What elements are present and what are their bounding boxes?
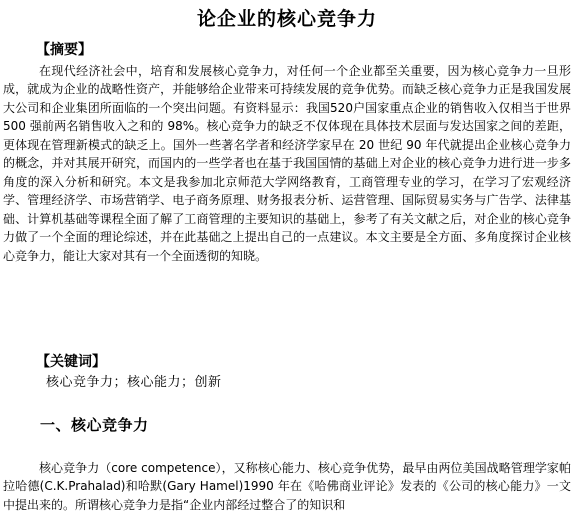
abstract-paragraph: 在现代经济社会中，培育和发展核心竞争力，对任何一个企业都至关重要，因为核心竞争力一旦形成，就成为企业的战略性资产，并能够给企业带来可持续发展的竞争优势。而缺乏核心竞争力正是我国发展大公司和企业集团所面临的一个突出问题。有资料显示：我国520户国家重点企业的销售收入仅相当于世界 500 强前两名销售收入之和的 98%。核心竞争力的缺乏不仅体现在具体技术层面与发达国家之间的差距，更体现在管理新模式的缺乏上。国外一些著名学者和经济学家早在 20 世纪 90 年代就提出企业核心竞争力的概念，并对其展开研究，而国内的一些学者也在基于我国国情的基础上对企业的核心竞争力进行进一步多角度的深入分析和研究。本文是我参加北京师范大学网络教育，工商管理专业的学习，在学习了宏观经济学、管理经济学、市场营销学、电子商务原理、财务报表分析、运营管理、国际贸易实务与广告学、法律基础、计算机基础等课程全面了解了工商管理的主要知识的基础上，参考了有关文献之后，对企业的核心竞争力做了一个全面的理论综述，并在此基础之上提出自己的一点建议。本文主要是全方面、多角度探讨企业核心竞争力，能让大家对其有一个全面透彻的知晓。 — [3, 64, 571, 263]
abstract-heading: 【摘要】 — [36, 42, 92, 58]
document-title: 论企业的核心竞争力 — [196, 8, 377, 30]
section-heading-core-competence: 一、核心竞争力 — [40, 416, 149, 434]
keywords-heading: 【关键词】 — [36, 354, 106, 370]
section-paragraph: 核心竞争力（core competence），又称核心能力、核心竞争优势，最早由两位美国战略管理学家帕拉哈德(C.K.Prahalad)和哈默(Gary Hamel)1990 年在《哈佛商业评论》发表的《公司的核心能力》一文中提出来的。所谓核心竞争力是指“企业内部经过整合了的知识和 — [3, 461, 571, 512]
keywords-text: 核心竞争力；核心能力；创新 — [46, 375, 222, 390]
